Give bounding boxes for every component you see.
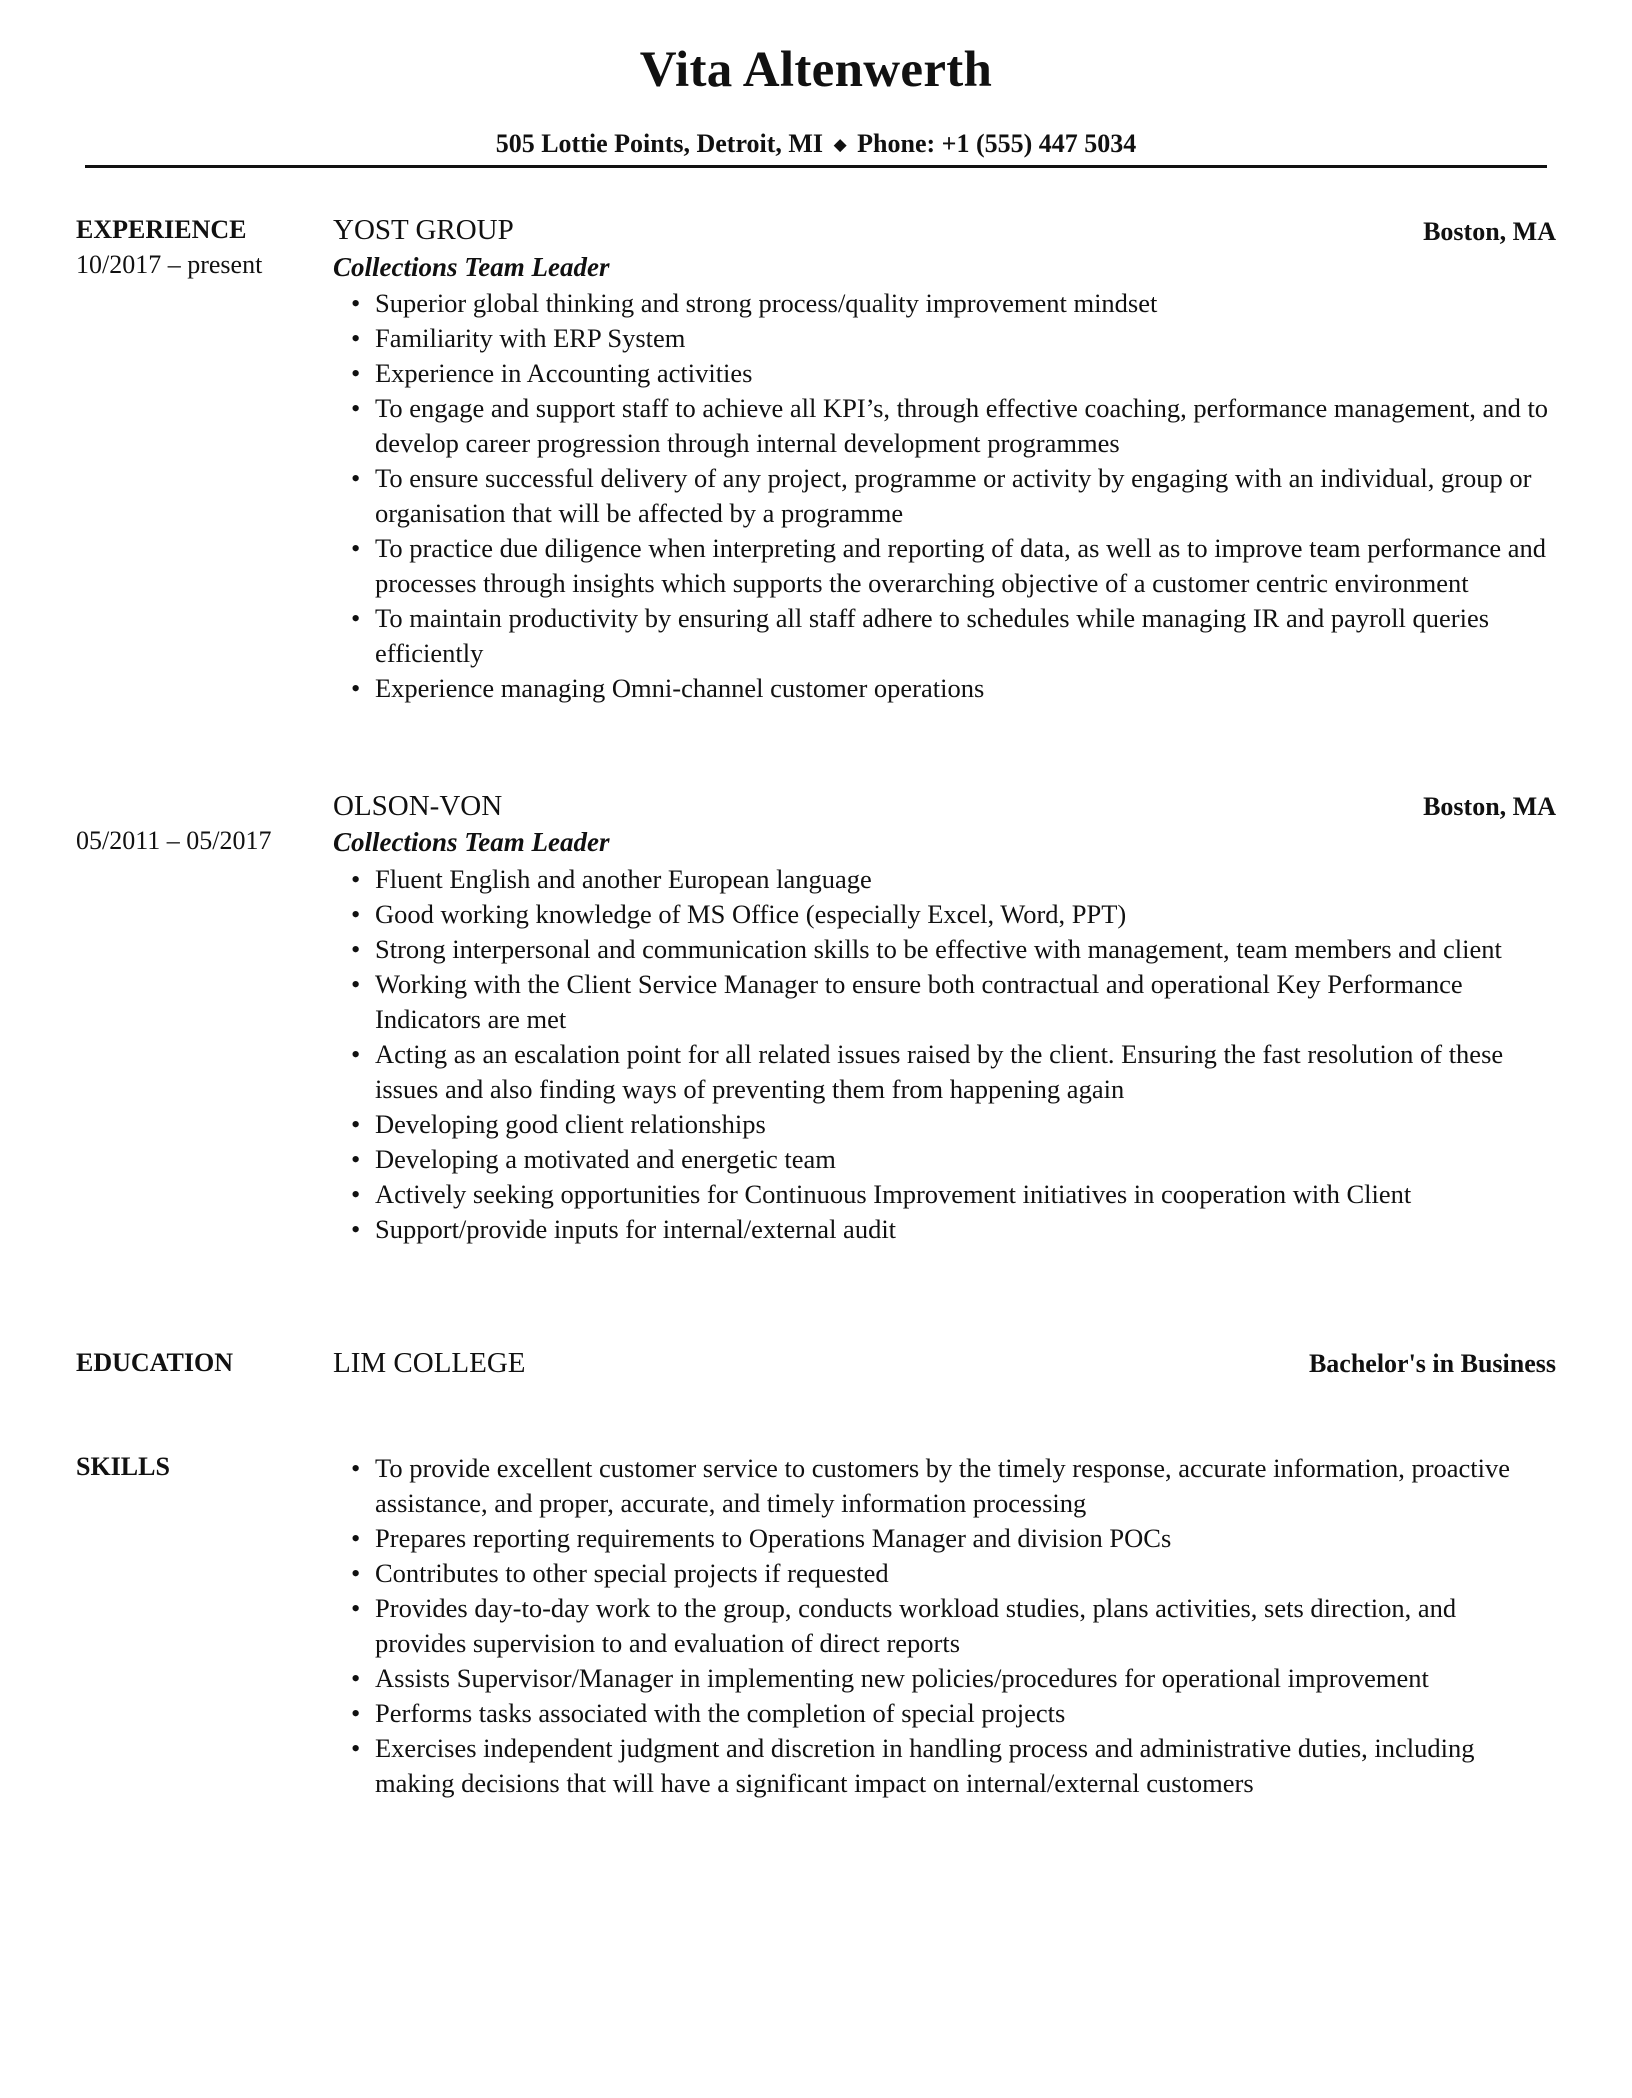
job-location: Boston, MA bbox=[1423, 792, 1556, 821]
section-label-education: EDUCATION bbox=[76, 1348, 233, 1377]
list-item: • Exercises independent judgment and discretion in handling process and administrative duties, including making decisions that will have a significant impact on internal/external customers bbox=[333, 1731, 1553, 1801]
list-item: • To engage and support staff to achieve all KPI’s, through effective coaching, performance management, and to develop career progression through internal development programmes bbox=[333, 391, 1553, 461]
job-dates: 05/2011 – 05/2017 bbox=[76, 826, 272, 855]
list-item: • Developing a motivated and energetic team bbox=[333, 1142, 1553, 1177]
list-item: • Good working knowledge of MS Office (especially Excel, Word, PPT) bbox=[333, 897, 1553, 932]
list-item: • To practice due diligence when interpreting and reporting of data, as well as to improve team performance and processes through insights which supports the overarching objective of a customer centric environment bbox=[333, 531, 1553, 601]
list-item: • Experience managing Omni-channel customer operations bbox=[333, 671, 1553, 706]
list-item: • To provide excellent customer service to customers by the timely response, accurate information, proactive assistance, and proper, accurate, and timely information processing bbox=[333, 1451, 1553, 1521]
list-item: • To ensure successful delivery of any project, programme or activity by engaging with an individual, group or organisation that will be affected by a programme bbox=[333, 461, 1553, 531]
list-item: • Actively seeking opportunities for Continuous Improvement initiatives in cooperation with Client bbox=[333, 1177, 1553, 1212]
skills-bullet-list bbox=[333, 1451, 1553, 1801]
job-company: OLSON-VON bbox=[333, 790, 503, 822]
section-label-skills: SKILLS bbox=[76, 1452, 170, 1481]
job-title: Collections Team Leader bbox=[333, 827, 610, 857]
list-item: • Familiarity with ERP System bbox=[333, 321, 1553, 356]
list-item: • Superior global thinking and strong process/quality improvement mindset bbox=[333, 286, 1553, 321]
candidate-name: Vita Altenwerth bbox=[639, 42, 993, 98]
diamond-separator-icon: ◆ bbox=[833, 135, 847, 154]
list-item: • Strong interpersonal and communication skills to be effective with management, team members and client bbox=[333, 932, 1553, 967]
job-bullet-list bbox=[333, 286, 1553, 706]
contact-line bbox=[0, 124, 1632, 167]
list-item: • Contributes to other special projects if requested bbox=[333, 1556, 1553, 1591]
list-item: • Experience in Accounting activities bbox=[333, 356, 1553, 391]
job-dates: 10/2017 – present bbox=[76, 250, 263, 279]
list-item: • Working with the Client Service Manager to ensure both contractual and operational Key Performance Indicators are met bbox=[333, 967, 1553, 1037]
header-divider bbox=[85, 165, 1547, 168]
list-item: • Provides day-to-day work to the group, conducts workload studies, plans activities, sets direction, and provides supervision to and evaluation of direct reports bbox=[333, 1591, 1553, 1661]
phone-text: Phone: +1 (555) 447 5034 bbox=[857, 129, 1137, 158]
section-label-experience: EXPERIENCE bbox=[76, 215, 247, 244]
address-text: 505 Lottie Points, Detroit, MI bbox=[495, 129, 824, 158]
list-item: • Fluent English and another European language bbox=[333, 862, 1553, 897]
list-item: • Assists Supervisor/Manager in implementing new policies/procedures for operational improvement bbox=[333, 1661, 1553, 1696]
list-item: • Prepares reporting requirements to Operations Manager and division POCs bbox=[333, 1521, 1553, 1556]
list-item: • Developing good client relationships bbox=[333, 1107, 1553, 1142]
list-item: • Acting as an escalation point for all related issues raised by the client. Ensuring the fast resolution of these issues and also finding ways of preventing them from happening again bbox=[333, 1037, 1553, 1107]
job-title: Collections Team Leader bbox=[333, 252, 610, 282]
job-bullet-list bbox=[333, 862, 1553, 1247]
list-item: • To maintain productivity by ensuring all staff adhere to schedules while managing IR and payroll queries efficiently bbox=[333, 601, 1553, 671]
list-item: • Support/provide inputs for internal/external audit bbox=[333, 1212, 1553, 1247]
list-item: • Performs tasks associated with the completion of special projects bbox=[333, 1696, 1553, 1731]
job-company: YOST GROUP bbox=[333, 214, 514, 246]
education-school: LIM COLLEGE bbox=[333, 1347, 526, 1379]
education-degree: Bachelor's in Business bbox=[1308, 1349, 1556, 1378]
job-location: Boston, MA bbox=[1423, 217, 1556, 246]
